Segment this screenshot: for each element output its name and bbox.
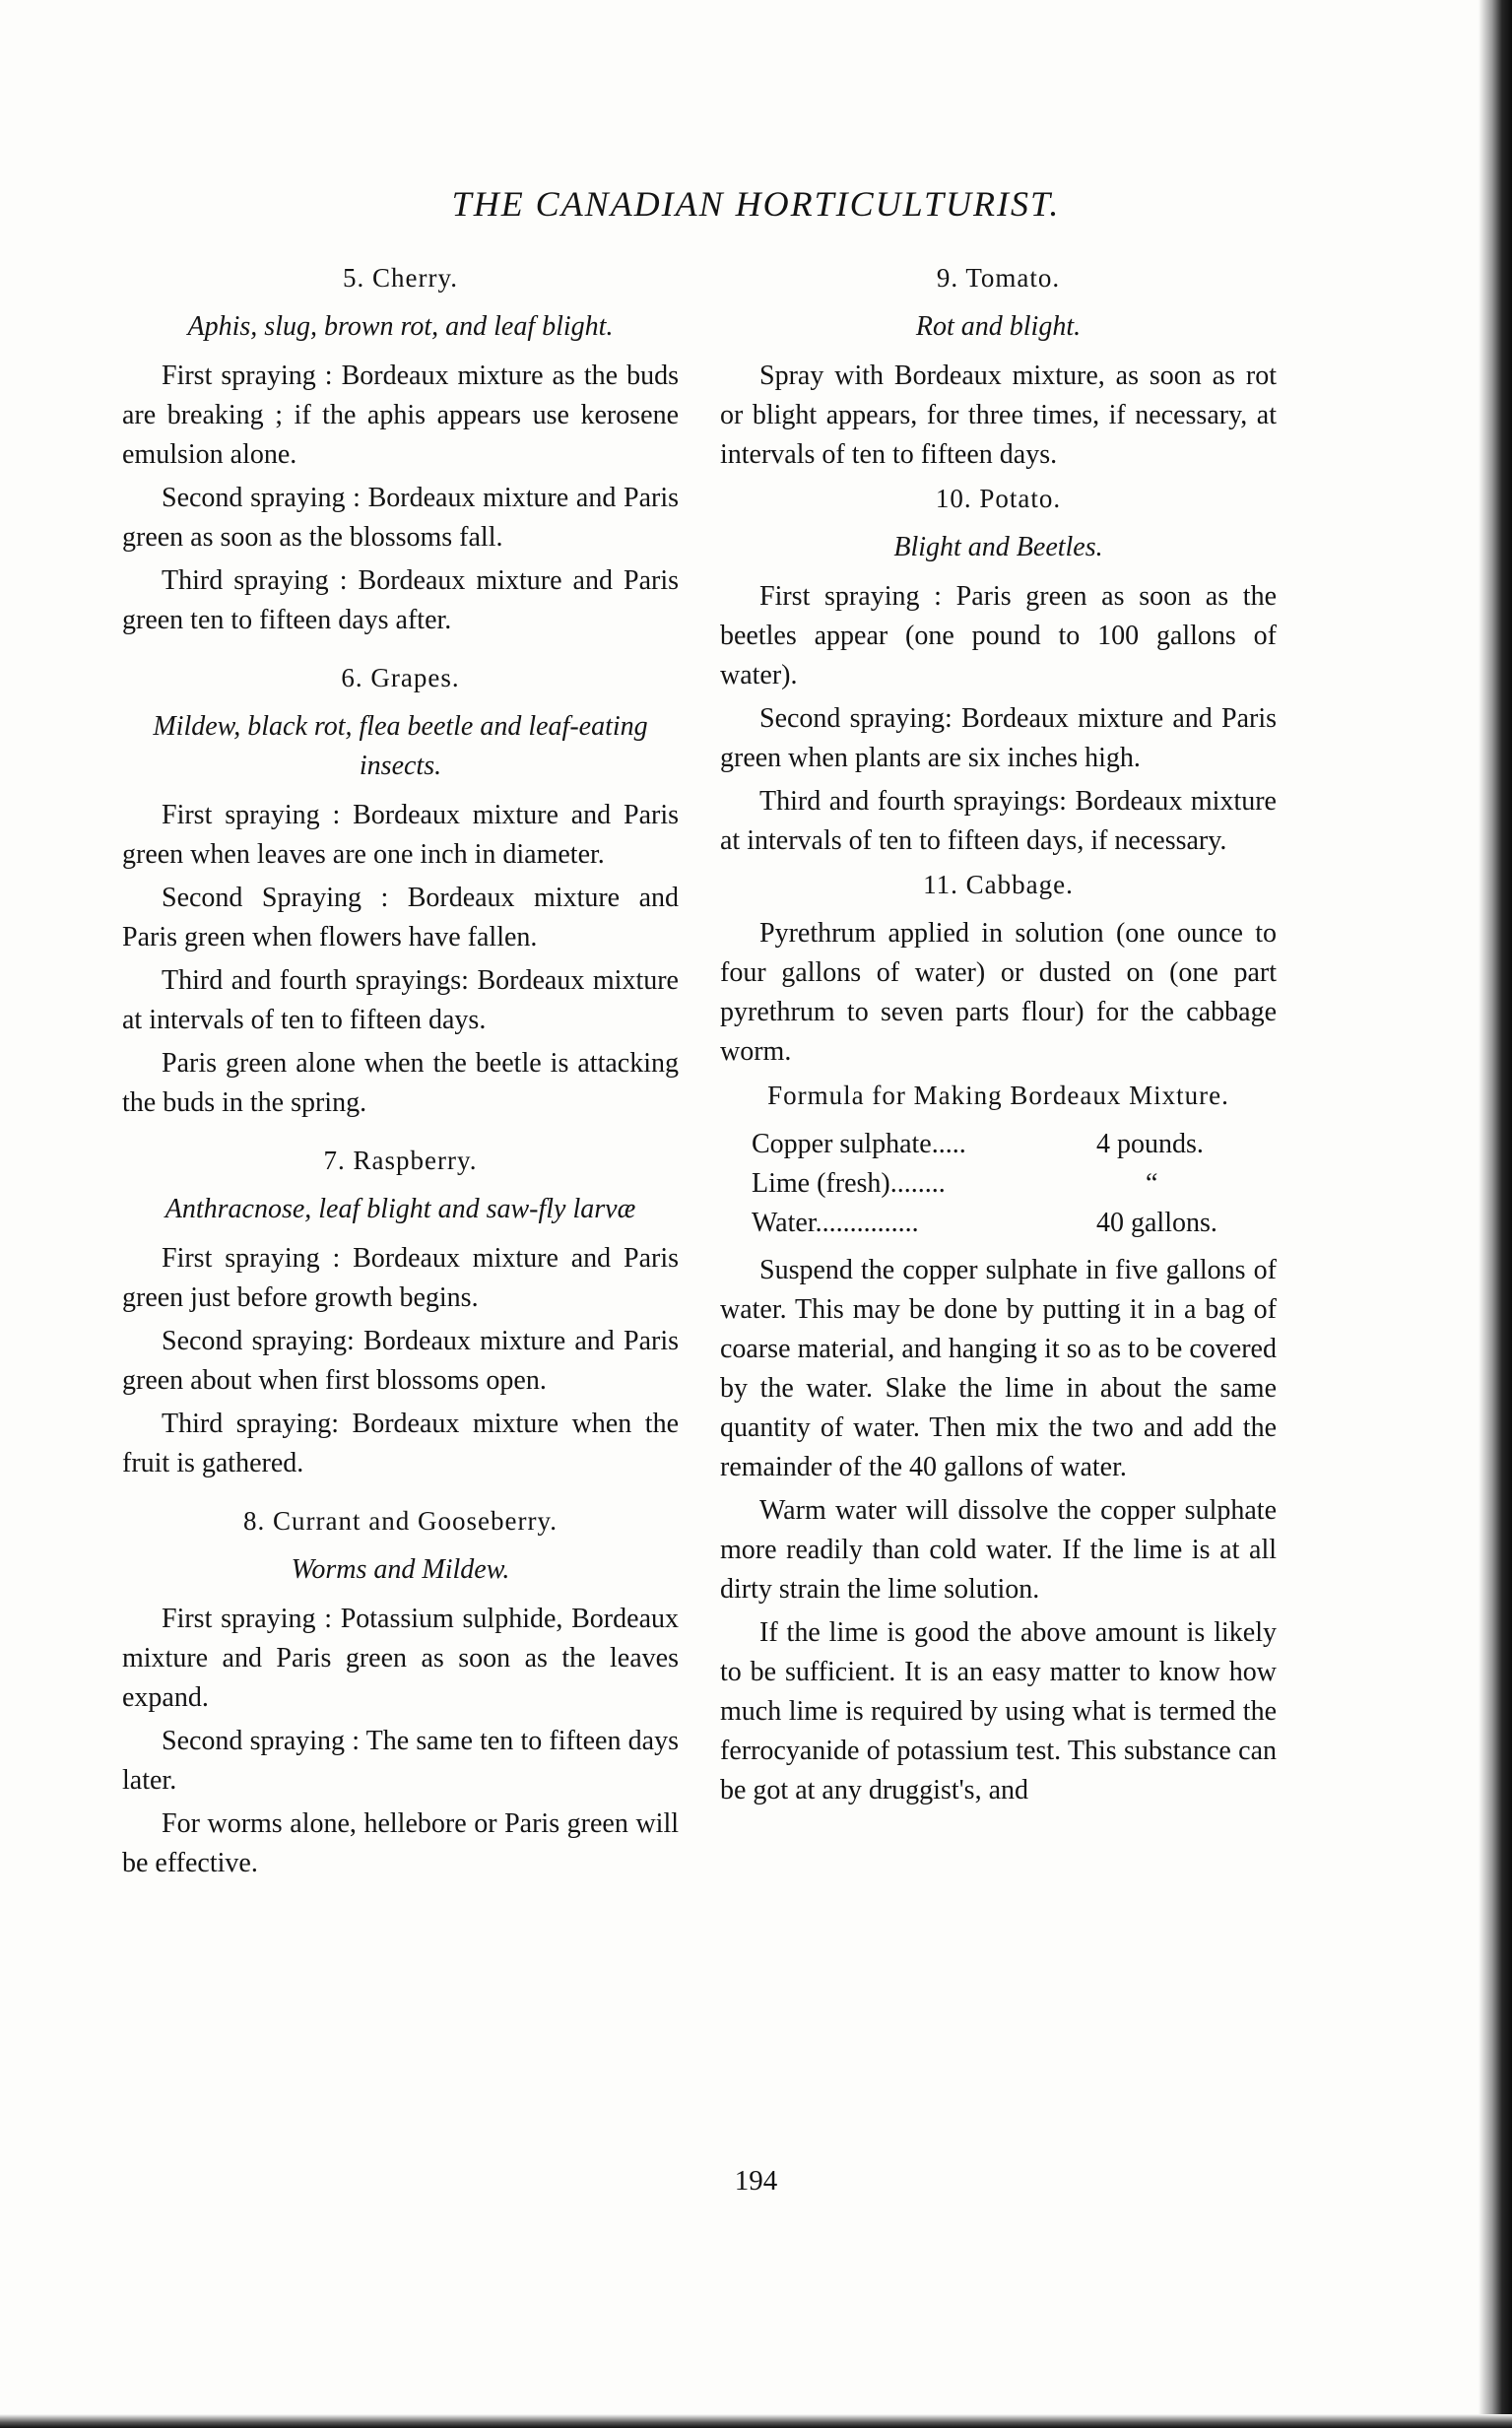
section-subheading-raspberry: Anthracnose, leaf blight and saw-fly larvæ xyxy=(164,1194,636,1224)
paragraph: Third spraying : Bordeaux mixture and Paris green ten to fifteen days after. xyxy=(122,565,679,635)
paragraph: Pyrethrum applied in solution (one ounce to four gallons of water) or dusted on (one part pyrethrum to seven parts flour) for the cabbage worm. xyxy=(720,918,1277,1067)
section-heading-tomato: 9. Tomato. xyxy=(936,263,1061,293)
paragraph: Second spraying: Bordeaux mixture and Paris green about when first blossoms open. xyxy=(122,1326,679,1396)
formula-amount: “ xyxy=(1146,1168,1158,1199)
paragraph: Third and fourth sprayings: Bordeaux mixture at intervals of ten to fifteen days. xyxy=(122,965,679,1035)
paragraph: Paris green alone when the beetle is attacking the buds in the spring. xyxy=(122,1048,679,1118)
formula-amount: 40 gallons. xyxy=(1096,1208,1217,1238)
paragraph: Second Spraying : Bordeaux mixture and Paris green when flowers have fallen. xyxy=(122,883,679,952)
paragraph: Third and fourth sprayings: Bordeaux mixture at intervals of ten to fifteen days, if necessary. xyxy=(720,786,1277,856)
paragraph: First spraying : Paris green as soon as the beetles appear (one pound to 100 gallons of water). xyxy=(720,581,1277,690)
paragraph: For worms alone, hellebore or Paris green will be effective. xyxy=(122,1808,679,1878)
section-heading-potato: 10. Potato. xyxy=(935,484,1062,513)
page-number: 194 xyxy=(734,2165,778,2197)
formula-item: Lime (fresh)........ xyxy=(752,1168,946,1199)
running-head: THE CANADIAN HORTICULTURIST. xyxy=(451,184,1061,224)
paragraph: First spraying : Potassium sulphide, Bordeaux mixture and Paris green as soon as the leaves expand. xyxy=(122,1604,679,1713)
formula-row xyxy=(752,1164,1244,1204)
formula-row xyxy=(752,1204,1244,1243)
paragraph: Second spraying: Bordeaux mixture and Paris green when plants are six inches high. xyxy=(720,703,1277,773)
section-heading-grapes: 6. Grapes. xyxy=(341,663,460,692)
formula-heading: Formula for Making Bordeaux Mixture. xyxy=(767,1081,1229,1110)
formula-item: Copper sulphate..... xyxy=(752,1129,966,1159)
section-subheading-grapes: Mildew, black rot, flea beetle and leaf-eating insects. xyxy=(153,711,648,781)
section-heading-raspberry: 7. Raspberry. xyxy=(323,1146,478,1175)
page-edge-shadow xyxy=(1479,0,1512,2428)
paragraph: Second spraying : Bordeaux mixture and Paris green as soon as the blossoms fall. xyxy=(122,483,679,553)
formula-table xyxy=(752,1125,1277,1243)
section-heading-currant: 8. Currant and Gooseberry. xyxy=(243,1506,558,1536)
right-column xyxy=(720,258,1277,1814)
formula-item: Water............... xyxy=(752,1208,919,1238)
paragraph: Spray with Bordeaux mixture, as soon as rot or blight appears, for three times, if necessary, at intervals of ten to fifteen days. xyxy=(720,361,1277,470)
paragraph: First spraying : Bordeaux mixture as the buds are breaking ; if the aphis appears use kerosene emulsion alone. xyxy=(122,361,679,470)
section-subheading-currant: Worms and Mildew. xyxy=(291,1554,510,1585)
section-subheading-cherry: Aphis, slug, brown rot, and leaf blight. xyxy=(187,311,614,342)
page-bottom-edge xyxy=(0,2414,1512,2428)
paragraph: Third spraying: Bordeaux mixture when the fruit is gathered. xyxy=(122,1409,679,1478)
section-subheading-potato: Blight and Beetles. xyxy=(893,532,1103,562)
formula-row xyxy=(752,1125,1244,1164)
paragraph: First spraying : Bordeaux mixture and Paris green when leaves are one inch in diameter. xyxy=(122,800,679,870)
section-heading-cabbage: 11. Cabbage. xyxy=(923,870,1074,899)
paragraph: Warm water will dissolve the copper sulphate more readily than cold water. If the lime is at all dirty strain the lime solution. xyxy=(720,1495,1277,1605)
section-subheading-tomato: Rot and blight. xyxy=(915,311,1082,342)
paragraph: Second spraying : The same ten to fifteen days later. xyxy=(122,1726,679,1796)
paragraph: Suspend the copper sulphate in five gallons of water. This may be done by putting it in a bag of coarse material, and hanging it so as to be covered by the water. Slake the lime in about the same quantity of water. Then mix the two and add the remainder of the 40 gallons of water. xyxy=(720,1255,1277,1482)
left-column xyxy=(122,258,679,1887)
paragraph: If the lime is good the above amount is likely to be sufficient. It is an easy matter to know how much lime is required by using what is termed the ferrocyanide of potassium test. This substance can be got at any druggist's, and xyxy=(720,1617,1277,1805)
section-heading-cherry: 5. Cherry. xyxy=(343,263,458,293)
paragraph: First spraying : Bordeaux mixture and Paris green just before growth begins. xyxy=(122,1243,679,1313)
formula-amount: 4 pounds. xyxy=(1096,1129,1204,1159)
